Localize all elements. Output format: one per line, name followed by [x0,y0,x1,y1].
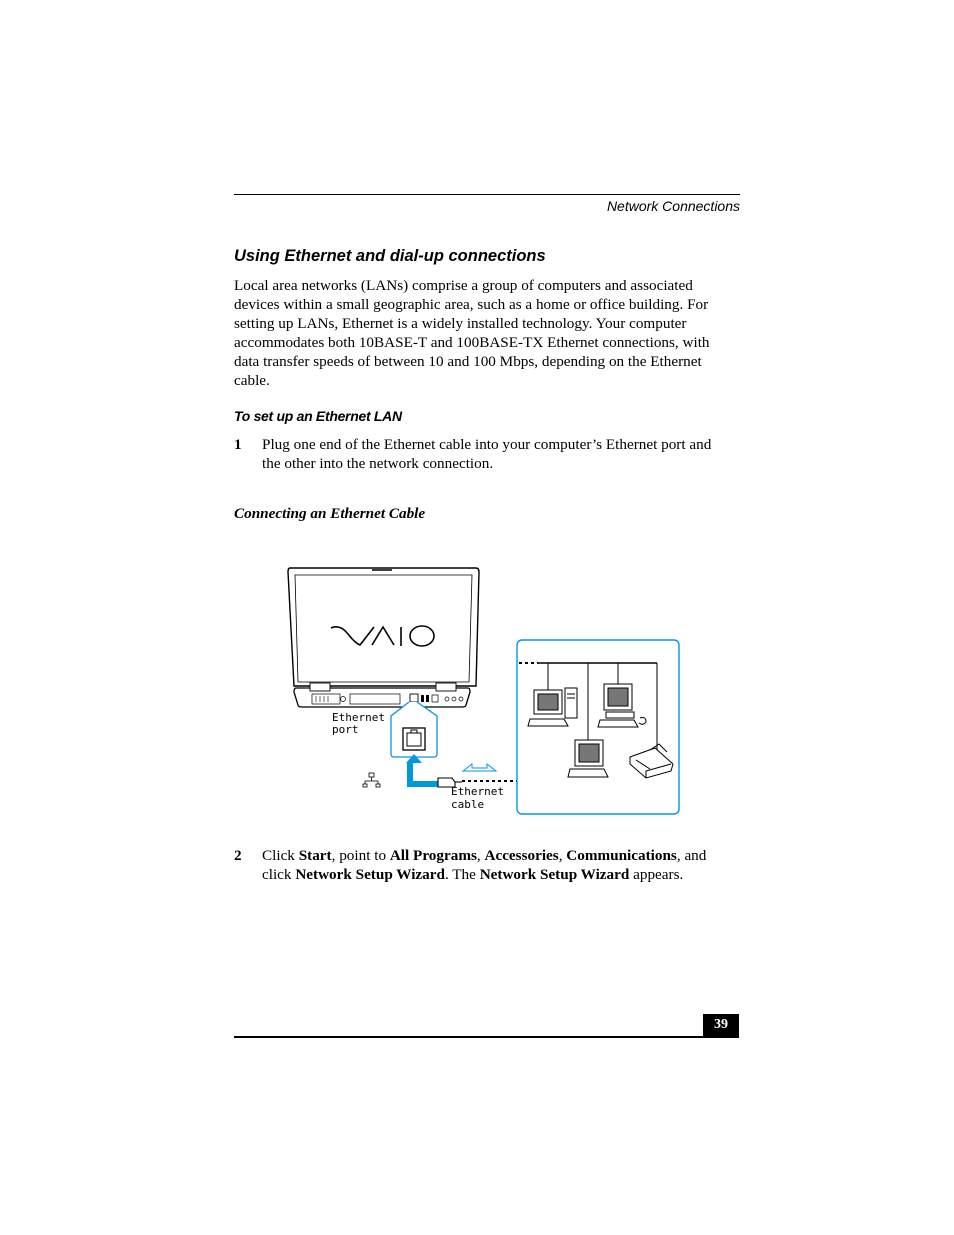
ethernet-port-icon [403,728,425,750]
ethernet-cable-label-line2: cable [451,798,485,811]
procedure-title: To set up an Ethernet LAN [234,408,402,424]
ui-term-network-setup-wizard: Network Setup Wizard [295,865,445,883]
step-line: the other into the network connection. [262,454,494,472]
ui-term-start: Start [298,847,332,864]
ethernet-port-label-line2: port [332,723,359,736]
step-line: click Network Setup Wizard. The Network Setup Wizard appears. [262,865,684,883]
ui-term-communications: Communications [566,847,677,864]
network-symbol-icon [363,773,380,787]
running-head: Network Connections [606,198,740,214]
paragraph-line: accommodates both 10BASE-T and 100BASE-TX Ethernet connections, with [234,333,710,351]
paragraph-line: devices within a small geographic area, such as a home or office building. For [234,295,709,313]
step-2-text [262,847,732,885]
ui-term-accessories: Accessories [484,847,559,864]
page-number: 39 [703,1014,739,1038]
figure-caption: Connecting an Ethernet Cable [234,505,426,522]
footer-rule [234,1036,739,1038]
ui-term-network-setup-wizard: Network Setup Wizard [479,865,630,883]
paragraph-line: Local area networks (LANs) comprise a group of computers and associated [234,277,693,294]
paragraph-line: setting up LANs, Ethernet is a widely installed technology. Your computer [234,314,687,332]
section-title: Using Ethernet and dial-up connections [234,247,546,265]
ethernet-port-label-line1: Ethernet [332,711,385,724]
paragraph-line: data transfer speeds of between 10 and 100 Mbps, depending on the Ethernet [234,352,702,370]
laptop-icon [288,568,479,707]
step-line: Click Start, point to All Programs, Accessories, Communications, and [262,847,707,864]
ui-term-all-programs: All Programs [389,847,477,864]
insert-arrow-icon [406,754,440,784]
ethernet-cable-label-line1: Ethernet [451,785,504,798]
step-line: Plug one end of the Ethernet cable into your computer’s Ethernet port and [262,436,712,453]
step-2-number: 2 [234,847,242,864]
paragraph-line: cable. [234,371,270,389]
step-1-number: 1 [234,436,242,453]
double-arrow-icon [463,764,496,771]
